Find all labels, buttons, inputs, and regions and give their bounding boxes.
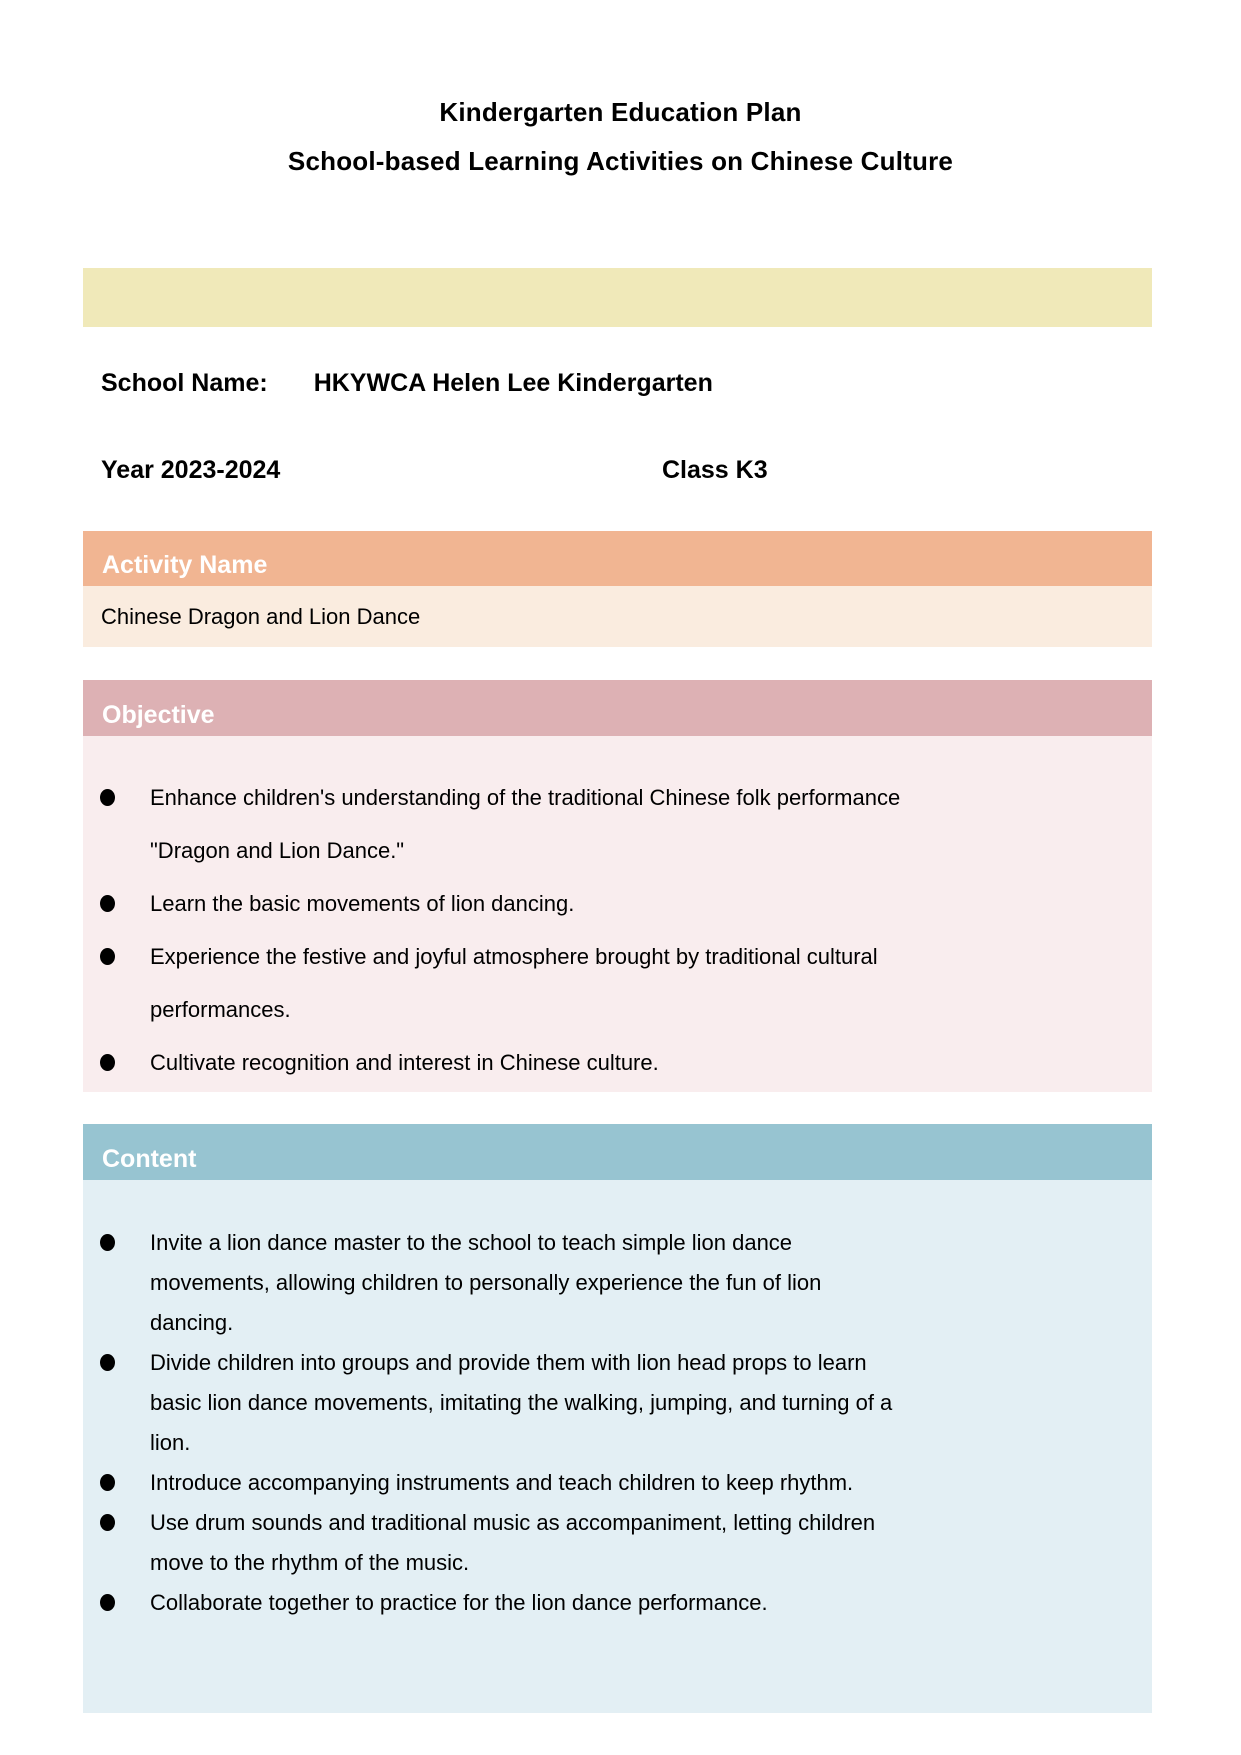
school-name-row — [101, 367, 1151, 399]
objective-bullet-list — [83, 771, 1152, 1089]
bullet-item — [83, 877, 1152, 930]
bullet-line: basic lion dance movements, imitating the walking, jumping, and turning of a — [150, 1390, 893, 1415]
objective-section — [83, 736, 1152, 1092]
year-label: Year 2023-2024 — [101, 456, 281, 484]
content-section — [83, 1180, 1152, 1713]
activity-header-label: Activity Name — [102, 551, 268, 579]
bullet-line: Use drum sounds and traditional music as accompaniment, letting children — [150, 1510, 876, 1535]
bullet-item — [83, 1583, 1152, 1623]
bullet-line: movements, allowing children to personally experience the fun of lion — [150, 1270, 822, 1295]
bullet-line: Experience the festive and joyful atmosphere brought by traditional cultural — [150, 944, 878, 969]
bullet-item — [83, 1503, 1152, 1583]
bullet-line: Collaborate together to practice for the lion dance performance. — [150, 1590, 768, 1615]
bullet-line: performances. — [150, 997, 291, 1022]
activity-value: Chinese Dragon and Lion Dance — [101, 603, 421, 629]
class-label: Class K3 — [662, 456, 768, 484]
year-class-row — [101, 454, 1151, 486]
bullet-item — [83, 771, 1152, 877]
objective-header-bar — [83, 680, 1152, 736]
content-header-label: Content — [102, 1145, 197, 1173]
objective-header-label: Objective — [102, 701, 215, 729]
bullet-line: lion. — [150, 1430, 191, 1455]
bullet-line: "Dragon and Lion Dance." — [150, 838, 405, 863]
page-title: Kindergarten Education Plan — [439, 97, 802, 127]
yellow-divider-band — [83, 268, 1152, 327]
bullet-item — [83, 930, 1152, 1036]
bullet-item — [83, 1463, 1152, 1503]
bullet-line: Introduce accompanying instruments and teach children to keep rhythm. — [150, 1470, 854, 1495]
bullet-line: Invite a lion dance master to the school to teach simple lion dance — [150, 1230, 793, 1255]
school-name-value: HKYWCA Helen Lee Kindergarten — [313, 369, 713, 397]
content-header-bar — [83, 1124, 1152, 1180]
bullet-line: move to the rhythm of the music. — [150, 1550, 470, 1575]
bullet-line: Enhance children's understanding of the traditional Chinese folk performance — [150, 785, 901, 810]
activity-header-bar — [83, 531, 1152, 586]
bullet-line: dancing. — [150, 1310, 234, 1335]
bullet-item — [83, 1223, 1152, 1343]
bullet-line: Divide children into groups and provide them with lion head props to learn — [150, 1350, 867, 1375]
bullet-item — [83, 1036, 1152, 1089]
bullet-line: Cultivate recognition and interest in Chinese culture. — [150, 1050, 659, 1075]
bullet-line: Learn the basic movements of lion dancing. — [150, 891, 575, 916]
title-block — [0, 0, 1241, 177]
bullet-item — [83, 1343, 1152, 1463]
page-subtitle: School-based Learning Activities on Chinese Culture — [287, 146, 954, 176]
school-name-label: School Name: — [101, 369, 268, 397]
content-bullet-list — [83, 1223, 1152, 1623]
activity-value-row — [83, 586, 1152, 647]
